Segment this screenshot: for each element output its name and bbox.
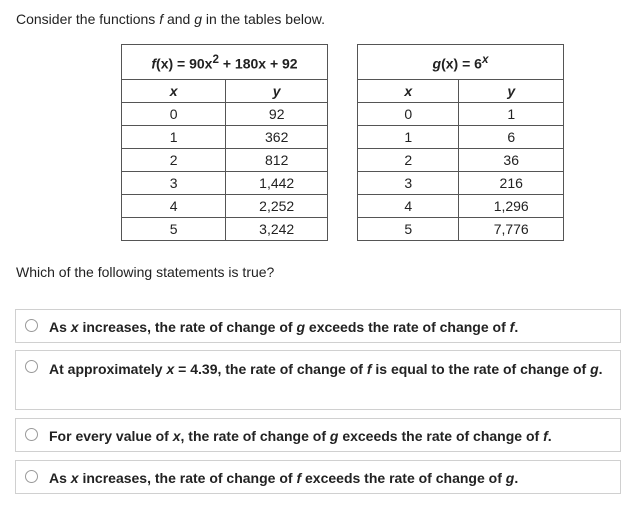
table-g-x: 0 [358, 103, 459, 126]
table-f-col-y: y [226, 80, 328, 103]
table-g-y: 7,776 [459, 218, 564, 241]
question-text: Which of the following statements is true? [16, 264, 275, 280]
table-row [358, 126, 564, 149]
table-f-y: 1,442 [226, 172, 328, 195]
table-g-col-y: y [459, 80, 564, 103]
table-f-x: 3 [122, 172, 226, 195]
table-row [122, 218, 328, 241]
table-row [358, 172, 564, 195]
answer-choice-c[interactable] [15, 418, 621, 452]
intro-var-f: f [159, 11, 164, 27]
table-g-x: 5 [358, 218, 459, 241]
intro-var-g: g [194, 11, 203, 27]
table-f-title: $f(x) = 90x^2 + 180x + 92$ [122, 45, 328, 80]
table-f-x: 5 [122, 218, 226, 241]
table-f-col-x: x [122, 80, 226, 103]
table-g-x: 1 [358, 126, 459, 149]
table-row [122, 149, 328, 172]
radio-button-b[interactable] [25, 360, 38, 373]
choice-d-text: As x increases, the rate of change of f exceeds the rate of change of g. [49, 470, 519, 486]
table-g-y: 36 [459, 149, 564, 172]
radio-button-c[interactable] [25, 428, 38, 441]
table-g-y: 216 [459, 172, 564, 195]
table-f [121, 44, 328, 241]
table-g [357, 44, 564, 241]
answer-choice-a[interactable] [15, 309, 621, 343]
table-g-x: 3 [358, 172, 459, 195]
table-row [358, 195, 564, 218]
radio-button-d[interactable] [25, 470, 38, 483]
intro-text: Consider the functions f and g in the tables below. [16, 11, 326, 27]
choice-c-text: For every value of x, the rate of change of g exceeds the rate of change of f. [49, 428, 552, 444]
table-g-y: 1 [459, 103, 564, 126]
choice-a-text: As x increases, the rate of change of g exceeds the rate of change of f. [49, 319, 519, 335]
table-f-x: 1 [122, 126, 226, 149]
table-row [122, 126, 328, 149]
table-g-title: $g(x) = 6^x$ [358, 45, 564, 80]
table-row [358, 149, 564, 172]
table-row [122, 103, 328, 126]
table-g-x: 2 [358, 149, 459, 172]
table-f-x: 2 [122, 149, 226, 172]
table-row [122, 172, 328, 195]
table-row [358, 103, 564, 126]
radio-button-a[interactable] [25, 319, 38, 332]
table-f-y: 92 [226, 103, 328, 126]
table-g-y: 6 [459, 126, 564, 149]
table-g-x: 4 [358, 195, 459, 218]
table-f-x: 4 [122, 195, 226, 218]
table-f-x: 0 [122, 103, 226, 126]
table-f-y: 2,252 [226, 195, 328, 218]
table-f-y: 362 [226, 126, 328, 149]
answer-choice-d[interactable] [15, 460, 621, 494]
table-g-col-x: x [358, 80, 459, 103]
table-row [122, 195, 328, 218]
table-g-y: 1,296 [459, 195, 564, 218]
answer-choice-b[interactable] [15, 350, 621, 410]
table-row [358, 218, 564, 241]
table-f-y: 3,242 [226, 218, 328, 241]
table-f-y: 812 [226, 149, 328, 172]
choice-b-text: At approximately x = 4.39, the rate of change of f is equal to the rate of change of g. [49, 361, 603, 377]
